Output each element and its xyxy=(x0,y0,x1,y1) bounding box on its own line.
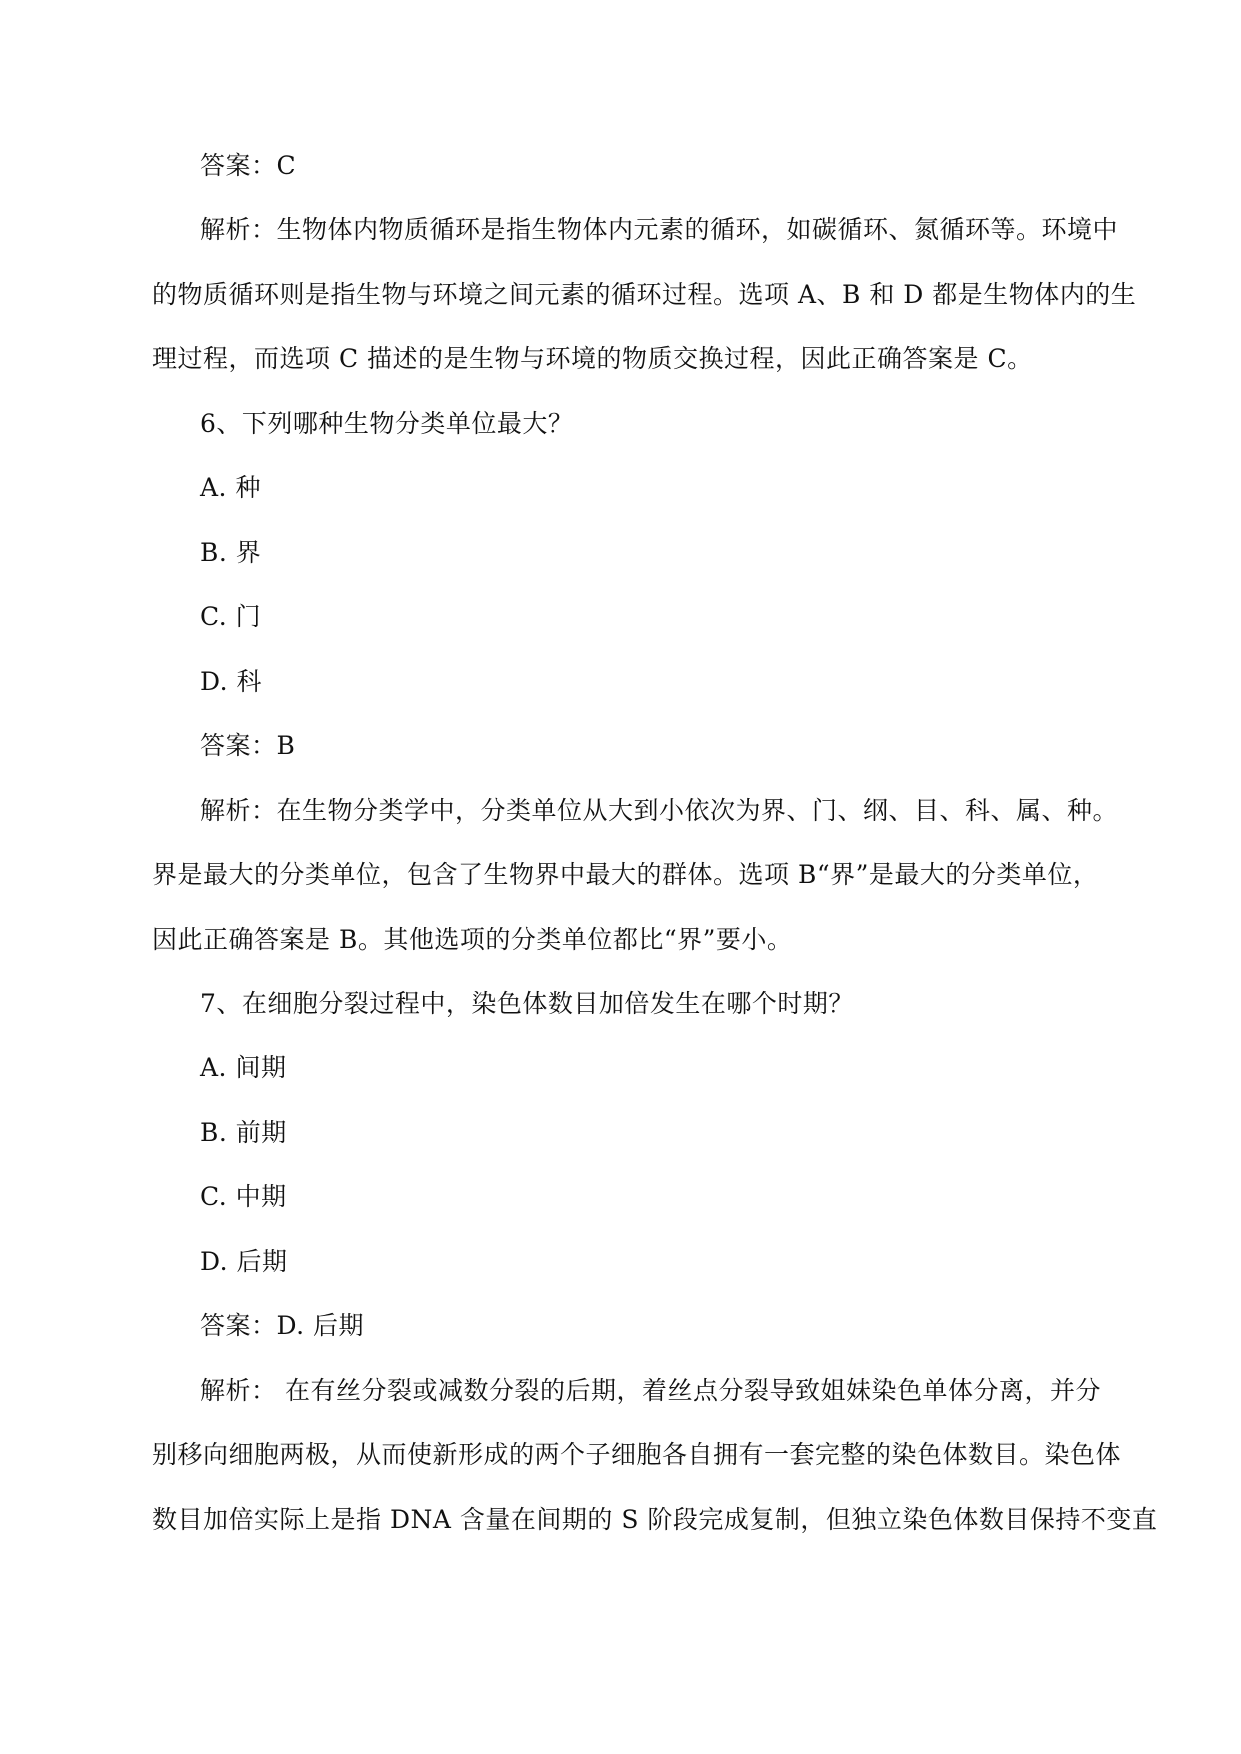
q6-analysis-line-1: 解析：在生物分类学中，分类单位从大到小依次为界、门、纲、目、科、属、种。 xyxy=(200,796,1119,825)
q5-answer: 答案：C xyxy=(200,151,297,180)
q6-answer: 答案：B xyxy=(200,731,296,760)
q7-question: 7、在细胞分裂过程中，染色体数目加倍发生在哪个时期？ xyxy=(200,989,854,1018)
q5-analysis-line-2: 的物质循环则是指生物与环境之间元素的循环过程。选项 A、B 和 D 都是生物体内的生 xyxy=(152,280,1137,309)
q6-option-c: C. 门 xyxy=(200,602,262,631)
q6-question: 6、下列哪种生物分类单位最大？ xyxy=(200,409,574,438)
q7-option-d: D. 后期 xyxy=(200,1247,288,1276)
q7-analysis-line-2: 别移向细胞两极，从而使新形成的两个子细胞各自拥有一套完整的染色体数目。染色体 xyxy=(152,1440,1122,1469)
q7-option-a: A. 间期 xyxy=(200,1053,287,1082)
q6-option-b: B. 界 xyxy=(200,538,262,567)
q6-analysis-line-3: 因此正确答案是 B。其他选项的分类单位都比“界”要小。 xyxy=(152,925,793,954)
q7-analysis-line-1: 解析： 在有丝分裂或减数分裂的后期，着丝点分裂导致姐妹染色单体分离，并分 xyxy=(200,1376,1101,1405)
q7-answer: 答案：D. 后期 xyxy=(200,1311,365,1340)
q6-option-a: A. 种 xyxy=(200,473,261,502)
q5-analysis-line-1: 解析：生物体内物质循环是指生物体内元素的循环，如碳循环、氮循环等。环境中 xyxy=(200,215,1119,244)
q7-option-b: B. 前期 xyxy=(200,1118,287,1147)
q6-option-d: D. 科 xyxy=(200,667,263,696)
q7-analysis-line-3: 数目加倍实际上是指 DNA 含量在间期的 S 阶段完成复制，但独立染色体数目保持不变直 xyxy=(152,1505,1158,1534)
q6-analysis-line-2: 界是最大的分类单位，包含了生物界中最大的群体。选项 B“界”是最大的分类单位， xyxy=(152,860,1099,889)
q7-option-c: C. 中期 xyxy=(200,1182,287,1211)
q5-analysis-line-3: 理过程，而选项 C 描述的是生物与环境的物质交换过程，因此正确答案是 C。 xyxy=(152,344,1033,373)
